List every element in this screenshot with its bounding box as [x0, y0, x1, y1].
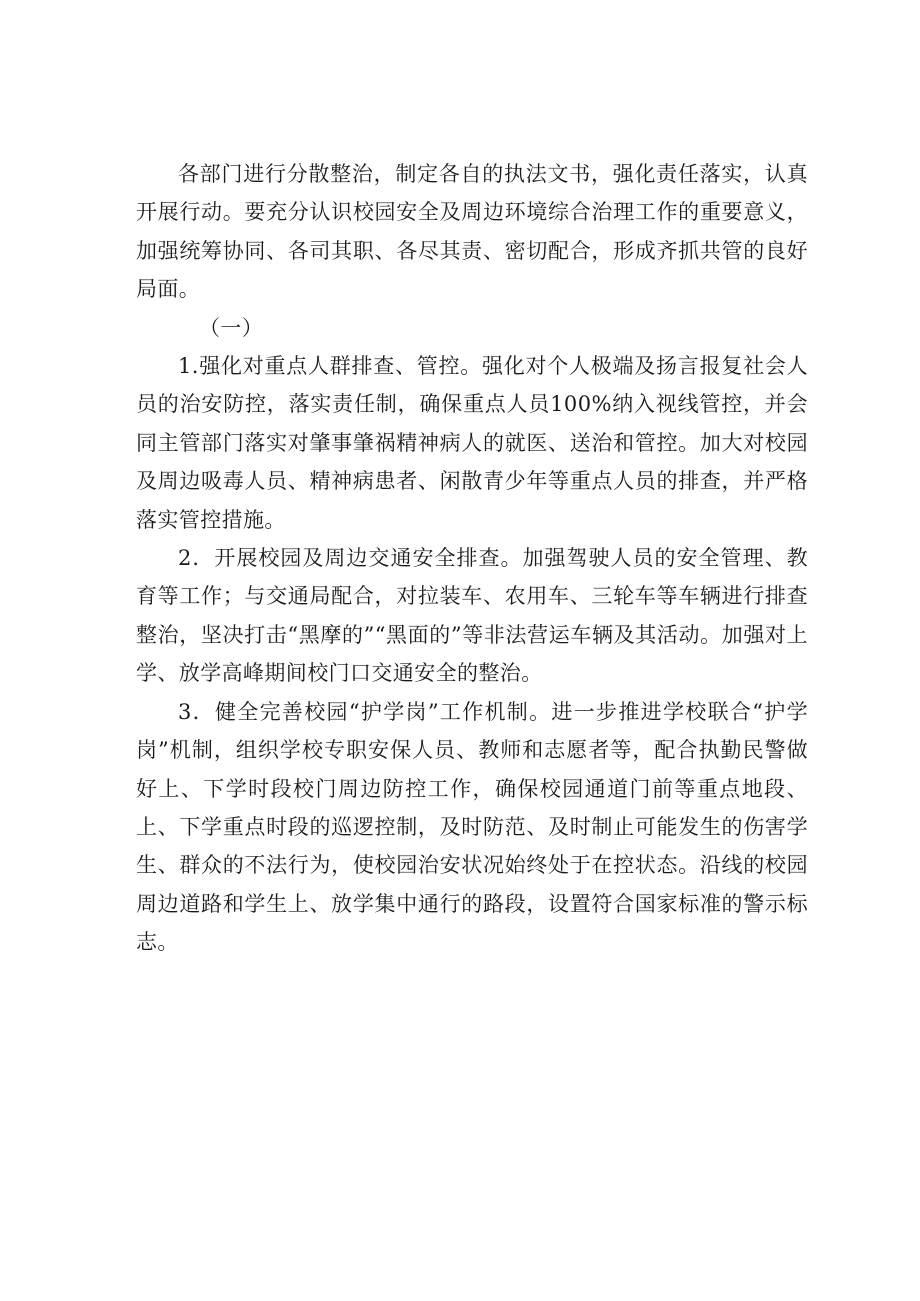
list-item-1: 1.强化对重点人群排查、管控。强化对个人极端及扬言报复社会人员的治安防控，落实责任制，确保重点人员100%纳入视线管控，并会同主管部门落实对肇事肇祸精神病人的就医、送治和管控。加大对校园及周边吸毒人员、精神病患者、闲散青少年等重点人员的排查，并严格落实管控措施。 — [136, 354, 808, 532]
document-body — [136, 155, 808, 962]
section-heading: （一） — [199, 315, 264, 340]
paragraph-intro: 各部门进行分散整治，制定各自的执法文书，强化责任落实，认真开展行动。要充分认识校园安全及周边环境综合治理工作的重要意义，加强统筹协同、各司其职、各尽其责、密切配合，形成齐抓共管的良好局面。 — [136, 162, 808, 302]
list-item-3: 3．健全完善校园“护学岗”工作机制。进一步推进学校联合“护学岗”机制，组织学校专职安保人员、教师和志愿者等，配合执勤民警做好上、下学时段校门周边防控工作，确保校园通道门前等重点地段、上、下学重点时段的巡逻控制，及时防范、及时制止可能发生的伤害学生、群众的不法行为，使校园治安状况始终处于在控状态。沿线的校园周边道路和学生上、放学集中通行的路段，设置符合国家标准的警示标志。 — [136, 699, 808, 955]
list-item-2: 2．开展校园及周边交通安全排查。加强驾驶人员的安全管理、教育等工作；与交通局配合，对拉装车、农用车、三轮车等车辆进行排查整治，坚决打击“黑摩的”“黑面的”等非法营运车辆及其活动。加强对上学、放学高峰期间校门口交通安全的整治。 — [136, 546, 808, 686]
